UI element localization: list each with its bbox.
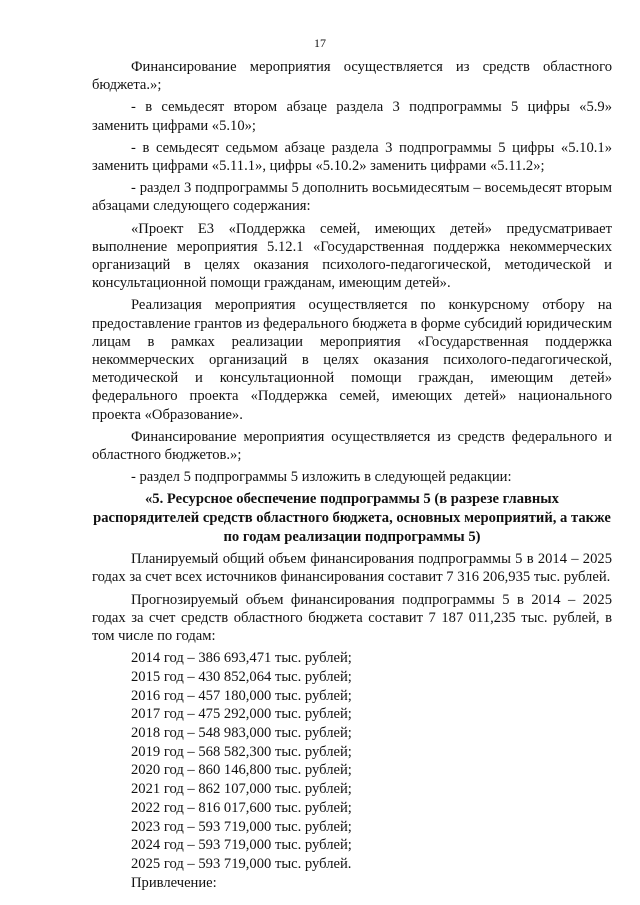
document-body [92, 58, 612, 892]
list-item: 2021 год – 862 107,000 тыс. рублей; [131, 781, 352, 798]
paragraph: Реализация мероприятия осуществляется по конкурсному отбору на предоставление грантов из федерального бюджета в форме субсидий юридическим лицам в рамках реализации мероприятия «Государственная поддержка некоммерческих организаций в целях оказания психолого-педагогической, методической и консультационной помощи граждан, имеющим детей» федерального проекта «Поддержка семей, имеющих детей» национального проекта «Образование». [92, 297, 612, 423]
paragraph: Планируемый общий объем финансирования подпрограммы 5 в 2014 – 2025 годах за счет всех источников финансирования составит 7 316 206,935 тыс. рублей. [92, 551, 612, 586]
list-item: 2019 год – 568 582,300 тыс. рублей; [131, 743, 352, 760]
list-item: 2016 год – 457 180,000 тыс. рублей; [131, 687, 352, 704]
list-item: 2017 год – 475 292,000 тыс. рублей; [131, 706, 352, 723]
list-item: 2015 год – 430 852,064 тыс. рублей; [131, 668, 352, 685]
paragraph: - раздел 5 подпрограммы 5 изложить в следующей редакции: [131, 469, 512, 486]
funding-by-year-list [131, 649, 612, 892]
list-item: 2020 год – 860 146,800 тыс. рублей; [131, 762, 352, 779]
paragraph: - в семьдесят седьмом абзаце раздела 3 подпрограммы 5 цифры «5.10.1» заменить цифрами «5.11.1», цифры «5.10.2» заменить цифрами «5.11.2»; [92, 139, 612, 175]
list-item: 2014 год – 386 693,471 тыс. рублей; [131, 650, 352, 667]
page-number: 17 [314, 36, 326, 50]
list-item: 2022 год – 816 017,600 тыс. рублей; [131, 799, 352, 816]
quoted-paragraph: «Проект Е3 «Поддержка семей, имеющих детей» предусматривает выполнение мероприятия 5.12.1 «Государственная поддержка некоммерческих организаций в целях оказания психолого-педагогической, методической и консультационной помощи гражданам, имеющим детей». [92, 220, 612, 292]
list-item: Привлечение: [131, 874, 217, 891]
list-item: 2023 год – 593 719,000 тыс. рублей; [131, 818, 352, 835]
paragraph: Финансирование мероприятия осуществляется из средств областного бюджета.»; [92, 59, 612, 94]
paragraph: Прогнозируемый объем финансирования подпрограммы 5 в 2014 – 2025 годах за счет средств областного бюджета составит 7 187 011,235 тыс. рублей, в том числе по годам: [92, 591, 612, 645]
paragraph: - раздел 3 подпрограммы 5 дополнить восьмидесятым – восемьдесят вторым абзацами следующего содержания: [92, 180, 612, 215]
paragraph: - в семьдесят втором абзаце раздела 3 подпрограммы 5 цифры «5.9» заменить цифрами «5.10»; [92, 99, 612, 134]
list-item: 2024 год – 593 719,000 тыс. рублей; [131, 837, 352, 854]
section-heading: «5. Ресурсное обеспечение подпрограммы 5 (в разрезе главных распорядителей средств областного бюджета, основных мероприятий, а также по годам реализации подпрограммы 5) [93, 491, 611, 545]
paragraph: Финансирование мероприятия осуществляется из средств федерального и областного бюджетов.»; [92, 428, 612, 464]
list-item: 2018 год – 548 983,000 тыс. рублей; [131, 725, 352, 742]
list-item: 2025 год – 593 719,000 тыс. рублей. [131, 856, 352, 872]
